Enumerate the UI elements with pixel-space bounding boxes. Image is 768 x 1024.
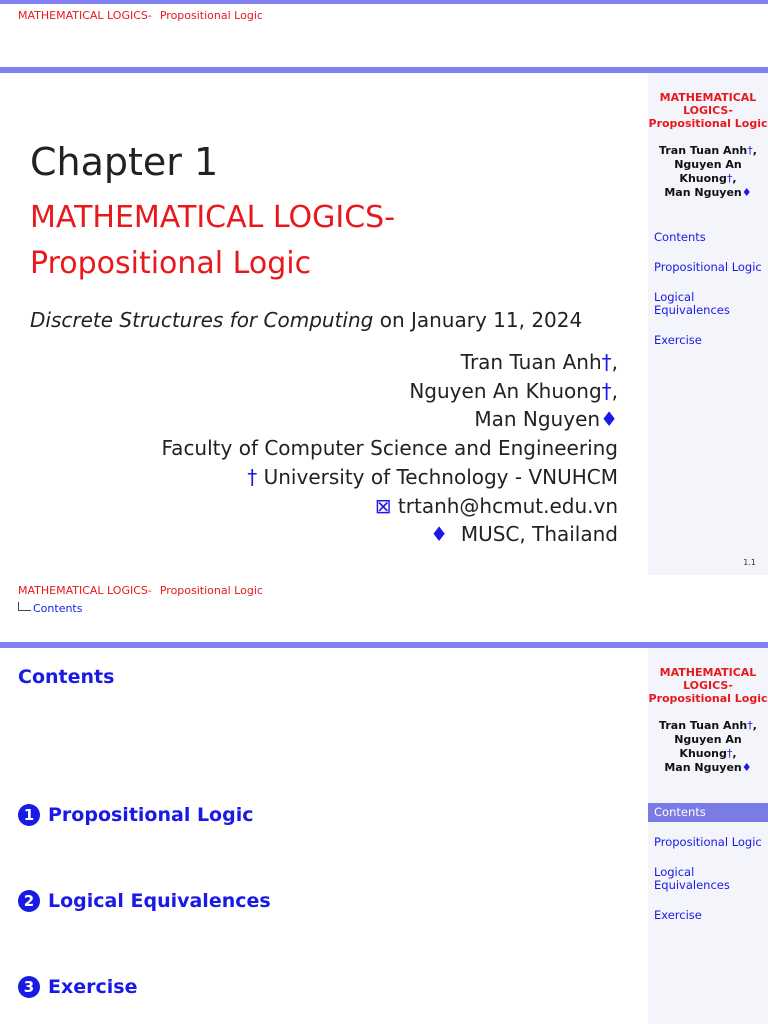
dagger-mark: † (726, 747, 733, 760)
header-title-sub: Propositional Logic (159, 584, 263, 597)
chapter-label: Chapter 1 (30, 140, 219, 184)
diamond-icon: ♦ (600, 407, 618, 432)
toc-item-1[interactable]: 1 Propositional Logic (18, 804, 253, 826)
header-title[interactable] (18, 584, 263, 597)
sidebar-item-contents[interactable]: Contents (648, 803, 768, 822)
dagger-mark: † (601, 378, 612, 403)
sidebar-nav (648, 803, 768, 925)
header-title-main: MATHEMATICAL LOGICS- (18, 584, 152, 597)
sidebar-item-logical-equivalences[interactable]: Logical Equivalences (654, 865, 730, 892)
sidebar-item-exercise[interactable]: Exercise (654, 333, 702, 347)
email-address[interactable]: trtanh@hcmut.edu.vn (397, 493, 618, 518)
course-name: Discrete Structures for Computing (30, 308, 374, 332)
toc-item-3[interactable]: 3 Exercise (18, 976, 137, 998)
diamond-icon: ♦ (430, 522, 449, 547)
sidebar-authors: Tran Tuan Anh†, Nguyen An Khuong†, Man Nguyen♦ (659, 719, 757, 774)
dagger-mark: † (747, 719, 753, 732)
diamond-icon: ♦ (741, 186, 752, 199)
sidebar-item-contents[interactable]: Contents (654, 230, 706, 244)
presentation-title-line1: MATHEMATICAL LOGICS- (30, 200, 396, 235)
sidebar-item-propositional-logic[interactable]: Propositional Logic (654, 260, 762, 274)
presentation-title (30, 195, 395, 287)
musc: ♦ MUSC, Thailand (430, 522, 618, 547)
dagger-mark: † (747, 144, 753, 157)
email (162, 492, 618, 521)
faculty: Faculty of Computer Science and Engineering (161, 436, 618, 461)
dagger-mark: † (247, 464, 258, 489)
number-badge: 1 (18, 804, 40, 826)
sidebar-item-logical-equivalences[interactable]: Logical Equivalences (654, 290, 730, 317)
number-badge: 3 (18, 976, 40, 998)
author-3: Man Nguyen♦ (474, 407, 618, 432)
email-icon: ⊠ (374, 493, 392, 518)
author-block (162, 348, 618, 549)
number-badge: 2 (18, 890, 40, 912)
header-title[interactable] (18, 9, 263, 22)
sidebar-nav (648, 228, 768, 350)
university: † University of Technology - VNUHCM (247, 464, 618, 489)
sidebar-item-propositional-logic[interactable]: Propositional Logic (654, 835, 762, 849)
top-bar (0, 0, 768, 4)
dagger-mark: † (726, 172, 733, 185)
course-date (30, 308, 582, 332)
sidebar (648, 648, 768, 1024)
breadcrumb[interactable]: Contents (18, 602, 82, 615)
dagger-mark: † (601, 350, 612, 374)
sidebar-authors: Tran Tuan Anh†, Nguyen An Khuong†, Man Nguyen♦ (659, 144, 757, 199)
tree-corner-icon (18, 602, 31, 611)
header-title-sub: Propositional Logic (159, 9, 263, 22)
sidebar-title[interactable]: MATHEMATICAL LOGICS- Propositional Logic (648, 91, 768, 130)
author-2: Nguyen An Khuong†, (409, 378, 618, 403)
toc-item-2[interactable]: 2 Logical Equivalences (18, 890, 271, 912)
author-1: Tran Tuan Anh†, (460, 350, 618, 374)
page-number: 1.1 (743, 558, 756, 567)
slide-2 (0, 575, 768, 1024)
presentation-title-line2: Propositional Logic (30, 246, 312, 281)
header-title-main: MATHEMATICAL LOGICS- (18, 9, 152, 22)
sidebar (648, 73, 768, 575)
diamond-icon: ♦ (741, 761, 752, 774)
sidebar-title[interactable]: MATHEMATICAL LOGICS- Propositional Logic (648, 666, 768, 705)
page-title: Contents (18, 666, 115, 688)
sidebar-item-exercise[interactable]: Exercise (654, 908, 702, 922)
date-text: on January 11, 2024 (379, 308, 583, 332)
